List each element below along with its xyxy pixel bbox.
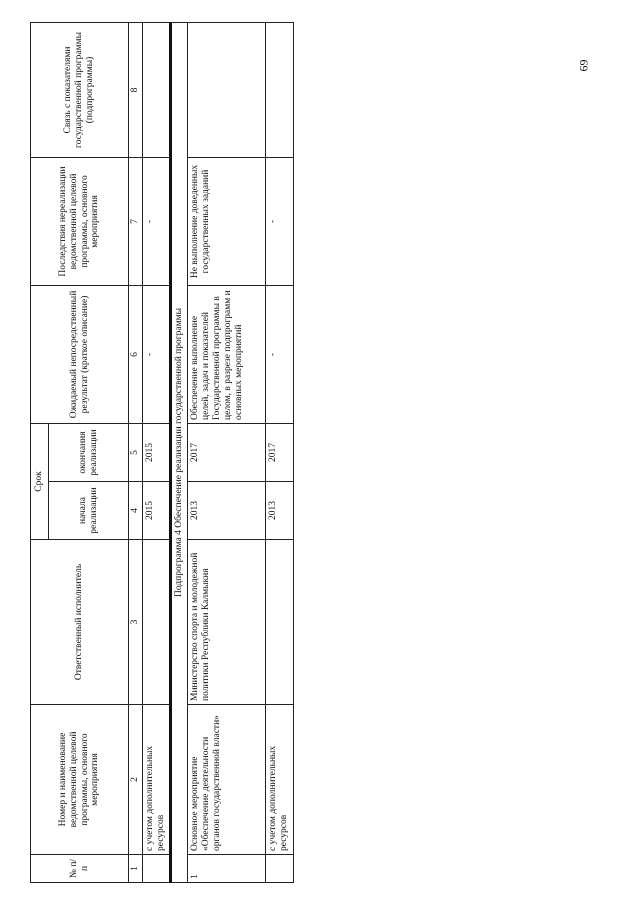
row-result: - (142, 285, 170, 423)
col-number: 5 (129, 423, 143, 481)
program-table (30, 22, 294, 883)
row-result: Обеспечение выполнение целей, задач и показателей Государственной программы в целом, в разрезе подпрограмм и основных мероприятий (187, 285, 265, 423)
header-end: окончания реализации (49, 423, 129, 481)
row-name: с учетом дополнительных ресурсов (142, 705, 170, 855)
col-number: 6 (129, 285, 143, 423)
row-executor: Министерство спорта и молодежной политики Республики Калмыкия (187, 540, 265, 705)
row-name: с учетом дополнительных ресурсов (265, 705, 293, 855)
col-number: 7 (129, 157, 143, 285)
header-start: начала реализации (49, 482, 129, 540)
row-end: 2017 (187, 423, 265, 481)
col-number: 3 (129, 540, 143, 705)
header-result: Ожидаемый непосредственный результат (краткое описание) (31, 285, 129, 423)
row-start: 2013 (265, 482, 293, 540)
header-name: Номер и наименование ведомственной целевой программы, основного мероприятия (31, 705, 129, 855)
row-start: 2013 (187, 482, 265, 540)
row-result: - (265, 285, 293, 423)
rotated-table-container (30, 23, 620, 883)
header-link: Связь с показателями государственной программы (подпрограммы) (31, 22, 129, 157)
subprogram-row (170, 22, 187, 882)
header-executor: Ответственный исполнитель (31, 540, 129, 705)
table-row (187, 22, 265, 882)
row-num: 1 (187, 855, 265, 883)
col-number: 2 (129, 705, 143, 855)
row-end: 2015 (142, 423, 170, 481)
row-consequences: - (265, 157, 293, 285)
header-term: Срок (31, 423, 49, 539)
subprogram-title: Подпрограмма 4 Обеспечение реализации государственной программы (170, 22, 187, 882)
table-row (265, 22, 293, 882)
row-consequences: - (142, 157, 170, 285)
col-number: 8 (129, 22, 143, 157)
row-start: 2015 (142, 482, 170, 540)
col-number: 1 (129, 855, 143, 883)
row-name: Основное мероприятие «Обеспечение деятельности органов государственной власти» (187, 705, 265, 855)
header-consequences: Последствия нереализации ведомственной целевой программы, основного мероприятия (31, 157, 129, 285)
column-numbers-row (129, 22, 143, 882)
table-row (142, 22, 170, 882)
col-number: 4 (129, 482, 143, 540)
row-end: 2017 (265, 423, 293, 481)
header-num: № п/п (31, 855, 129, 883)
page-number: 69 (576, 59, 591, 72)
row-consequences: Не выполнение доведенных государственных заданий (187, 157, 265, 285)
